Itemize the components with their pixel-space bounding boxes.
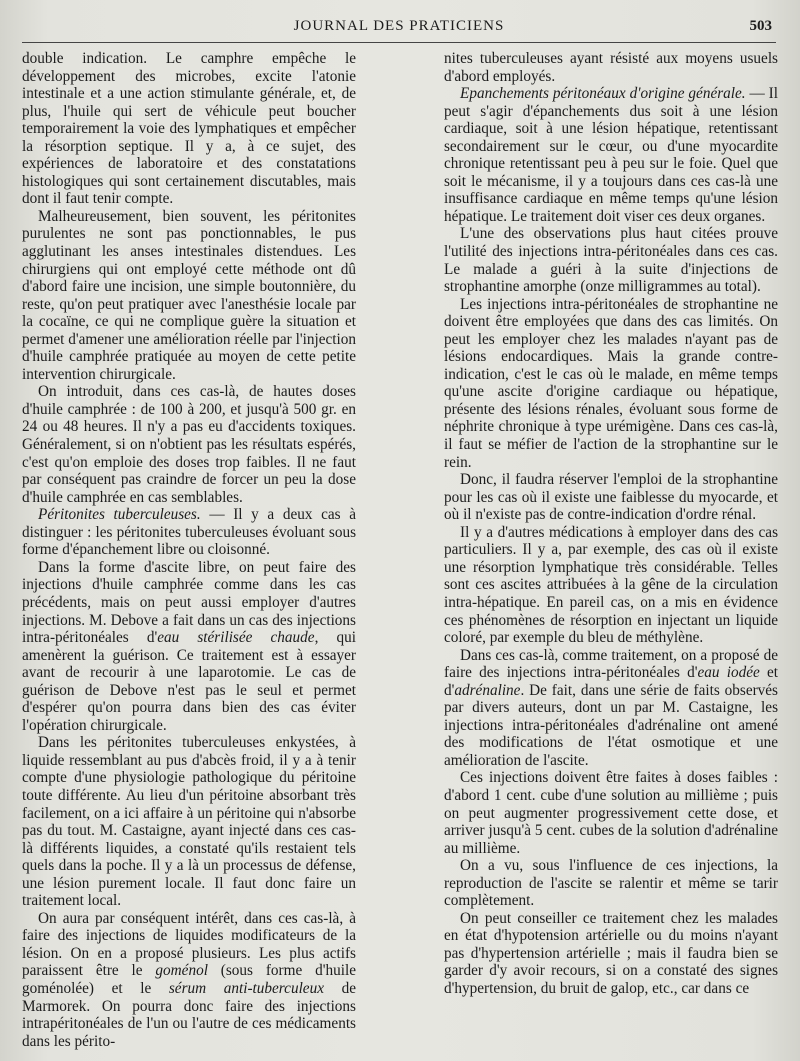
- text-run: Dans ces cas-là, comme traitement, on a proposé de faire des injections intra-péritonéales d': [444, 646, 778, 682]
- running-title: JOURNAL DES PRATICIENS: [293, 18, 505, 34]
- paragraph: [444, 647, 778, 770]
- text-run: L'une des observations plus haut citées prouve l'utilité des injections intra-péritonéales dans ces cas. Le malade a guéri à la suite d'injections de strophantine amorphe (onze milligrammes au total).: [444, 225, 778, 296]
- paragraph: [444, 296, 778, 471]
- text-run: double indication. Le camphre empêche le développement des microbes, excite l'atonie intestinale et a une action stimulante générale, et, de plus, l'huile qui sert de véhicule peut boucher temporairement la voie des lymphatiques et empêcher la résorption septique. Il y a, à ce sujet, des expériences de laboratoire et des constatations histologiques qui sont certainement discutables, mais dont il faut tenir compte.: [22, 50, 356, 208]
- section-heading: Epanchements péritonéaux d'origine générale.: [460, 85, 746, 103]
- paragraph: [22, 208, 356, 383]
- section-paragraph: [444, 85, 778, 225]
- text-run: et d': [444, 664, 778, 699]
- emphasis: goménol: [155, 962, 208, 980]
- paragraph: [22, 50, 356, 208]
- text-run: , qui amenèrent la guérison. Ce traitement est à essayer avant de recourir à une laparotomie. Le cas de guérison de Debove n'est pas le seul et permet d'espérer qu'on pourra dans bien des cas éviter l'opération chirurgicale.: [22, 629, 356, 734]
- emphasis: eau stérilisée chaude: [157, 629, 315, 647]
- text-run: On introduit, dans ces cas-là, de hautes doses d'huile camphrée : de 100 à 200, et jusqu'à 500 gr. en 24 ou 48 heures. Il n'y a pas eu d'accidents toxiques. Généralement, si on n'obtient pas les résultats espérés, c'est qu'on emploie des doses trop faibles. Il ne faut par conséquent pas craindre de forcer un peu la dose d'huile camphrée en cas semblables.: [22, 383, 356, 506]
- paragraph: [22, 910, 356, 1050]
- paragraph: [444, 910, 778, 998]
- paragraph: [444, 471, 778, 524]
- text-run: . De fait, dans une série de faits observés par divers auteurs, dont un par M. Castaigne, les injections intra-péritonéales d'adrénaline ont amené des modifications de l'état osmotique et une amélioration de l'ascite.: [444, 681, 778, 769]
- text-columns: [22, 50, 778, 1055]
- section-heading: Péritonites tuberculeuses.: [38, 506, 201, 524]
- emphasis: sérum anti-tuberculeux: [168, 979, 324, 997]
- emphasis: adrénaline: [454, 681, 521, 699]
- paragraph: [22, 383, 356, 506]
- paragraph: [444, 225, 778, 295]
- right-column: [444, 50, 778, 1055]
- text-run: (sous forme d'huile goménolée) et le: [22, 962, 356, 997]
- text-run: Ces injections doivent être faites à doses faibles : d'abord 1 cent. cube d'une solution au millième ; puis on peut augmenter progressivement cette dose, et arriver jusqu'à 5 cent. cubes de la solution d'adrénaline au millième.: [444, 769, 778, 857]
- text-run: On aura par conséquent intérêt, dans ces cas-là, à faire des injections de liquides modificateurs de la lésion. On en a proposé plusieurs. Les plus actifs paraissent être le: [22, 909, 356, 980]
- paragraph: [444, 769, 778, 857]
- text-run: Les injections intra-péritonéales de strophantine ne doivent être employées que dans des cas limités. On peut les employer chez les malades n'ayant pas de lésions endocardiques. Mais la grande contre-indication, c'est le cas où le malade, en même temps qu'une ascite d'origine cardiaque ou hépatique, présente des lésions rénales, évoluant sous forme de néphrite chronique à type urémigène. Dans ces cas-là, il faut se méfier de l'action de la strophantine sur le rein.: [444, 295, 778, 471]
- left-column: [22, 50, 356, 1055]
- text-run: On peut conseiller ce traitement chez les malades en état d'hypotension artérielle ou du moins n'ayant pas d'hypertension artérielle ; mais il faudra bien se garder d'y avoir recours, si on a constaté des signes d'hypertension, du bruit de galop, etc., car dans ce: [444, 909, 778, 997]
- text-run: On a vu, sous l'influence de ces injections, la reproduction de l'ascite se ralentir et même se tarir complètement.: [444, 857, 778, 910]
- paragraph: [22, 734, 356, 909]
- paragraph: [444, 50, 778, 85]
- text-run: — Il y a deux cas à distinguer : les péritonites tuberculeuses évoluant sous forme d'épanchement libre ou cloisonné.: [22, 506, 356, 559]
- text-run: — Il peut s'agir d'épanchements dus soit à une lésion cardiaque, soit à une lésion hépatique, retentissant secondairement sur le cœur, ou d'une myocardite chronique retentissant peu à peu sur le foie. Quel que soit le mécanisme, il y a toujours dans ces cas-là une insuffisance cardiaque en même temps qu'une lésion hépatique. Le traitement doit viser ces deux organes.: [444, 85, 778, 225]
- text-run: Dans les péritonites tuberculeuses enkystées, à liquide ressemblant au pus d'abcès froid, il y a à tenir compte d'une physiologie pathologique du péritoine toute différente. Au lieu d'un péritoine absorbant très facilement, on a ici affaire à un péritoine qui n'absorbe pas du tout. M. Castaigne, ayant injecté dans ces cas-là différents liquides, a constaté qu'ils restaient tels quels dans la poche. Il y a là un processus de défense, une lésion purement locale. Il faut donc faire un traitement local.: [22, 734, 356, 910]
- text-run: Il y a d'autres médications à employer dans des cas particuliers. Il y a, par exemple, des cas où il existe une résorption lymphatique très considérable. Telles sont ces ascites attribuées à la gêne de la circulation intra-hépatique. En pareil cas, on a mis en évidence ces phénomènes de résorption en injectant un liquide coloré, par exemple du bleu de méthylène.: [444, 523, 778, 647]
- text-run: Dans la forme d'ascite libre, on peut faire des injections d'huile camphrée comme dans les cas précédents, mais on peut aussi employer d'autres injections. M. Debove a fait dans un cas des injections intra-péritonéales d': [22, 558, 356, 647]
- text-run: Malheureusement, bien souvent, les péritonites purulentes ne sont pas ponctionnables, le pus agglutinant les anses intestinales distendues. Les chirurgiens qui ont employé cette méthode ont dû d'abord faire une incision, une simple boutonnière, du reste, qu'on peut pratiquer avec l'anesthésie locale par la cocaïne, ce qui ne complique guère la situation et permet d'amener une amélioration réelle par l'injection d'huile camphrée pratiquée au moyen de cette petite intervention chirurgicale.: [22, 207, 356, 383]
- page-number: 503: [749, 18, 772, 34]
- text-run: nites tuberculeuses ayant résisté aux moyens usuels d'abord employés.: [444, 50, 778, 85]
- paragraph: [444, 524, 778, 647]
- emphasis: eau iodée: [697, 664, 760, 682]
- paragraph: [22, 559, 356, 734]
- text-run: Donc, il faudra réserver l'emploi de la strophantine pour les cas où il existe une faiblesse du myocarde, et où il n'existe pas de contre-indication d'ordre rénal.: [444, 471, 778, 524]
- text-run: de Marmorek. On pourra donc faire des injections intrapéritonéales de l'un ou l'autre de ces médicaments dans les périto-: [22, 979, 356, 1050]
- section-paragraph: [22, 506, 356, 559]
- paragraph: [444, 857, 778, 910]
- page-header: [22, 16, 776, 43]
